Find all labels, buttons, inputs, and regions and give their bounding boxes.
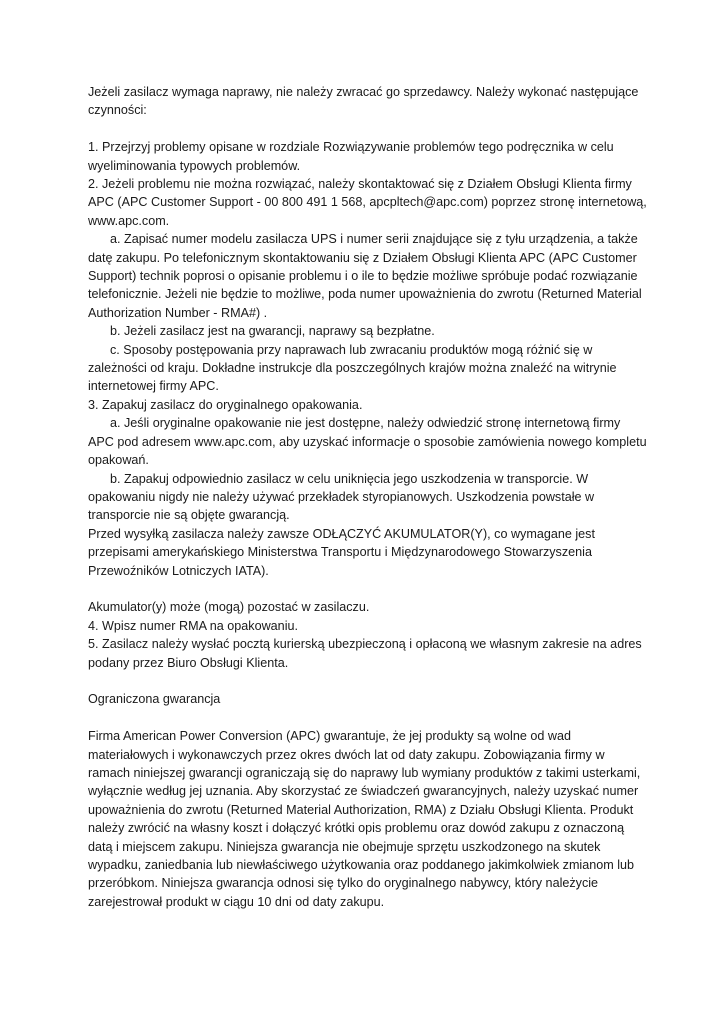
step-4: 4. Wpisz numer RMA na opakowaniu. bbox=[88, 618, 298, 633]
step-3b: b. Zapakuj odpowiednio zasilacz w celu uniknięcia jego uszkodzenia w transporcie. W opakowaniu nigdy nie należy używać przekładek styropianowych. Uszkodzenia powstałe w transporcie nie są objęte gwarancją. bbox=[88, 471, 595, 523]
step-2c: c. Sposoby postępowania przy naprawach lub zwracaniu produktów mogą różnić się w zależności od kraju. Dokładne instrukcje dla poszczególnych krajów można znaleźć na witrynie internetowej firmy APC. bbox=[88, 342, 617, 394]
step-3a: a. Jeśli oryginalne opakowanie nie jest dostępne, należy odwiedzić stronę internetową firmy APC pod adresem www.apc.com, aby uzyskać informacje o sposobie zamówienia nowego kompletu opakowań. bbox=[88, 416, 647, 468]
warranty-paragraph: Firma American Power Conversion (APC) gwarantuje, że jej produkty są wolne od wad materiałowych i wykonawczych przez okres dwóch lat od daty zakupu. Zobowiązania firmy w ramach niniejszej gwarancji ograniczają się do naprawy lub wymiany produktów z takimi usterkami, wyłącznie według jej uznania. Aby skorzystać ze świadczeń gwarancyjnych, należy uzyskać numer upoważnienia do zwrotu (Returned Material Authorization, RMA) z Działu Obsługi Klienta. Produkt należy zwrócić na własny koszt i dołączyć krótki opis problemu oraz dowód zakupu z oznaczoną datą i miejscem zakupu. Niniejsza gwarancja nie obejmuje sprzętu uszkodzonego na skutek wypadku, zaniedbania lub niewłaściwego użytkowania oraz poddanego jakimkolwiek zmianom lub przeróbkom. Niniejsza gwarancja odnosi się tylko do oryginalnego nabywcy, który należycie zarejestrował produkt w ciągu 10 dni od daty zakupu. bbox=[88, 729, 641, 909]
battery-note: Przed wysyłką zasilacza należy zawsze ODŁĄCZYĆ AKUMULATOR(Y), co wymagane jest przepisami amerykańskiego Ministerstwa Transportu i Międzynarodowego Stowarzyszenia Przewoźników Lotniczych IATA). bbox=[88, 526, 595, 578]
paragraph-gap bbox=[88, 120, 648, 138]
paragraph-gap bbox=[88, 672, 648, 690]
step-5: 5. Zasilacz należy wysłać pocztą kurierską ubezpieczoną i opłaconą we własnym zakresie na adres podany przez Biuro Obsługi Klienta. bbox=[88, 637, 642, 670]
battery-remain-note: Akumulator(y) może (mogą) pozostać w zasilaczu. bbox=[88, 600, 370, 615]
paragraph-gap bbox=[88, 580, 648, 598]
paragraph-gap bbox=[88, 709, 648, 727]
intro-paragraph: Jeżeli zasilacz wymaga naprawy, nie należy zwracać go sprzedawcy. Należy wykonać następujące czynności: bbox=[88, 85, 639, 118]
step-2: 2. Jeżeli problemu nie można rozwiązać, należy skontaktować się z Działem Obsługi Klienta firmy APC (APC Customer Support - 00 800 491 1 568, apcpltech@apc.com) poprzez stronę internetową, www.apc.com. bbox=[88, 177, 647, 228]
warranty-heading: Ograniczona gwarancja bbox=[88, 692, 221, 707]
step-1: 1. Przejrzyj problemy opisane w rozdziale Rozwiązywanie problemów tego podręcznika w celu wyeliminowania typowych problemów. bbox=[88, 140, 614, 173]
step-3: 3. Zapakuj zasilacz do oryginalnego opakowania. bbox=[88, 397, 363, 412]
step-2a: a. Zapisać numer modelu zasilacza UPS i numer serii znajdujące się z tyłu urządzenia, a także datę zakupu. Po telefonicznym skontaktowaniu się z Działem Obsługi Klienta APC (APC Customer Support) technik poprosi o opisanie problemu i o ile to będzie możliwe spróbuje podać rozwiązanie telefonicznie. Jeżeli nie będzie to możliwe, poda numer upoważnienia do zwrotu (Returned Material Authorization Number - RMA#) . bbox=[88, 232, 642, 320]
document-page bbox=[88, 83, 648, 911]
step-2b: b. Jeżeli zasilacz jest na gwarancji, naprawy są bezpłatne. bbox=[110, 324, 435, 339]
